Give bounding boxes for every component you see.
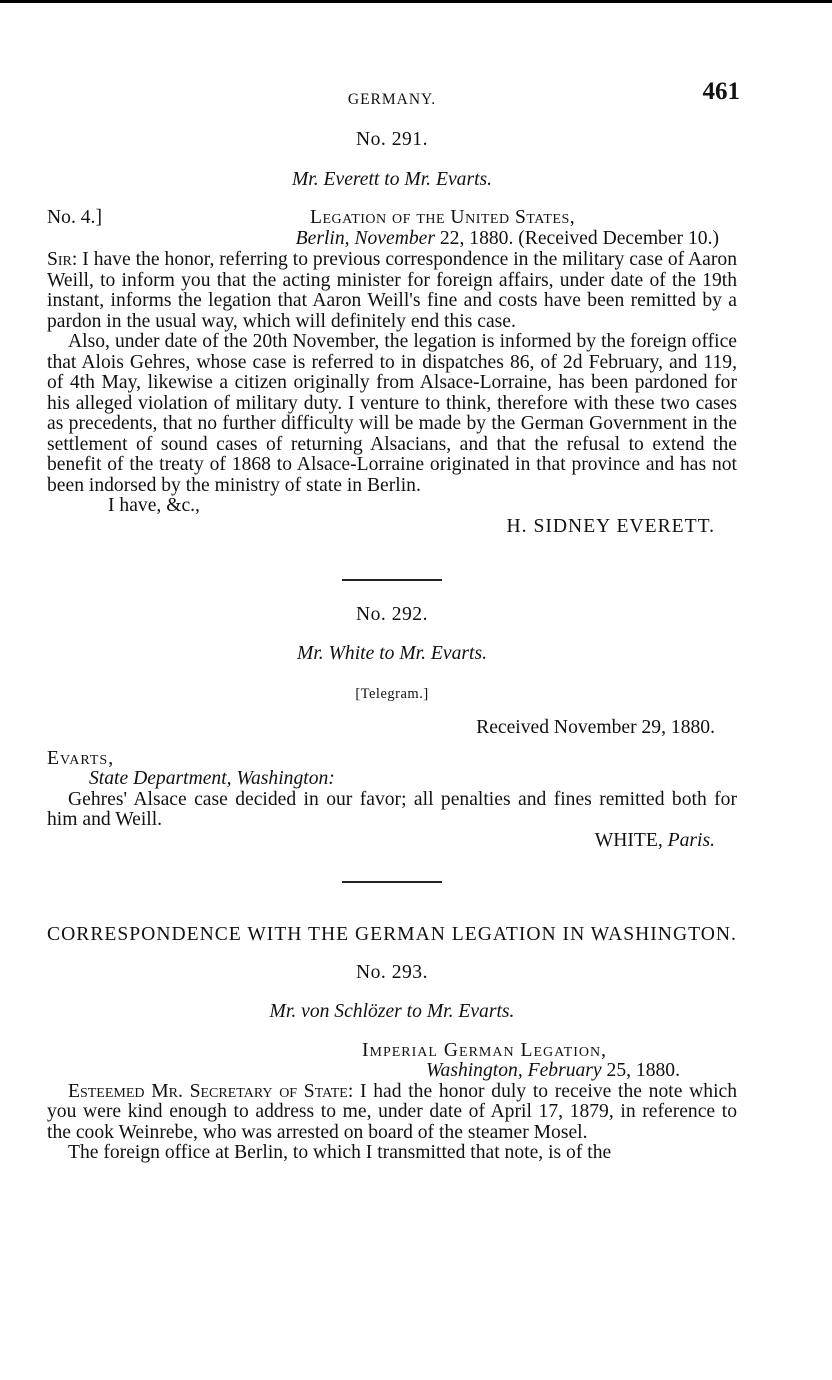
place-date: Washington, February [426, 1060, 602, 1081]
doc-number-292: No. 292. [355, 603, 429, 625]
from-to-293: Mr. von Schlözer to Mr. Evarts. [269, 1001, 515, 1022]
paragraph-293-1 [47, 1082, 737, 1144]
letter-header-291 [47, 208, 737, 250]
closing: I have, &c., [108, 495, 200, 516]
addressee: Evarts, [47, 747, 115, 769]
received-date: Received November 29, 1880. [476, 717, 715, 738]
date-rest: 25, 1880. [601, 1060, 680, 1081]
top-border [0, 0, 832, 3]
paragraph-291-1 [47, 250, 737, 332]
date-rest: 22, 1880. (Received December 10.) [434, 228, 719, 249]
legation-name: Imperial German Legation, [362, 1039, 608, 1061]
letter-date [296, 229, 719, 250]
legation-name: Legation of the United States, [310, 207, 576, 228]
place-date: Berlin, November [295, 228, 435, 249]
salutation: Esteemed Mr. Secretary of State [68, 1080, 348, 1102]
paragraph-291-2: Also, under date of the 20th November, the legation is informed by the foreign office that Alois Gehres, whose case is referred to in dispatches 86, of 2d February, and 119, of 4th May, likewise a citizen originally from Alsace-Lorraine, has been pardoned for his alleged violation of military duty. I venture to think, therefore with these two cases as precedents, that no further difficulty will be made by the German Government in the settlement of sound cases of returning Alsacians, and that the refusal to extend the benefit of the treaty of 1868 to Alsace-Lorraine originated in that province and has not been indorsed by the ministry of state in Berlin. [47, 331, 737, 496]
from-to-291: Mr. Everett to Mr. Evarts. [291, 168, 493, 190]
doc-number-291: No. 291. [355, 129, 429, 150]
signature-292 [47, 831, 715, 852]
address: State Department, Washington: [89, 768, 335, 789]
running-head: GERMANY. [347, 91, 437, 108]
letter-date [362, 1061, 737, 1082]
section-divider [342, 881, 442, 883]
dispatch-number: No. 4.] [47, 207, 102, 228]
from-to-292: Mr. White to Mr. Evarts. [297, 643, 487, 664]
telegram-label: [Telegram.] [355, 685, 429, 702]
letter-header-293 [47, 1041, 737, 1082]
signature-291: H. SIDNEY EVERETT. [506, 515, 715, 537]
salutation: Sir [47, 249, 72, 270]
signature-place: Paris. [667, 829, 715, 851]
paragraph-text: : I have the honor, referring to previous correspondence in the military case of Aaron Weill, to inform you that the acting minister for foreign affairs, under date of the 19th instant, informs the legation that Aaron Weill's fine and costs have been remitted by a pardon in the usual way, which will definitely end this case. [47, 249, 737, 332]
section-divider [342, 579, 442, 581]
page-body [47, 78, 740, 1164]
running-header [47, 78, 740, 112]
page-number: 461 [702, 78, 740, 105]
doc-number-293: No. 293. [355, 961, 429, 983]
signature-name: WHITE, [594, 829, 668, 851]
telegram-body: Gehres' Alsace case decided in our favor; all penalties and fines remitted both for him and Weill. [47, 788, 737, 830]
section-title: CORRESPONDENCE WITH THE GERMAN LEGATION IN WASHINGTON. [47, 923, 737, 945]
paragraph-text: : I had the honor duly to receive the note which you were kind enough to address to me, under date of April 17, 1879, in reference to the cook Weinrebe, who was arrested on board of the steamer Mosel. [47, 1080, 738, 1143]
paragraph-293-2: The foreign office at Berlin, to which I transmitted that note, is of the [68, 1142, 612, 1163]
